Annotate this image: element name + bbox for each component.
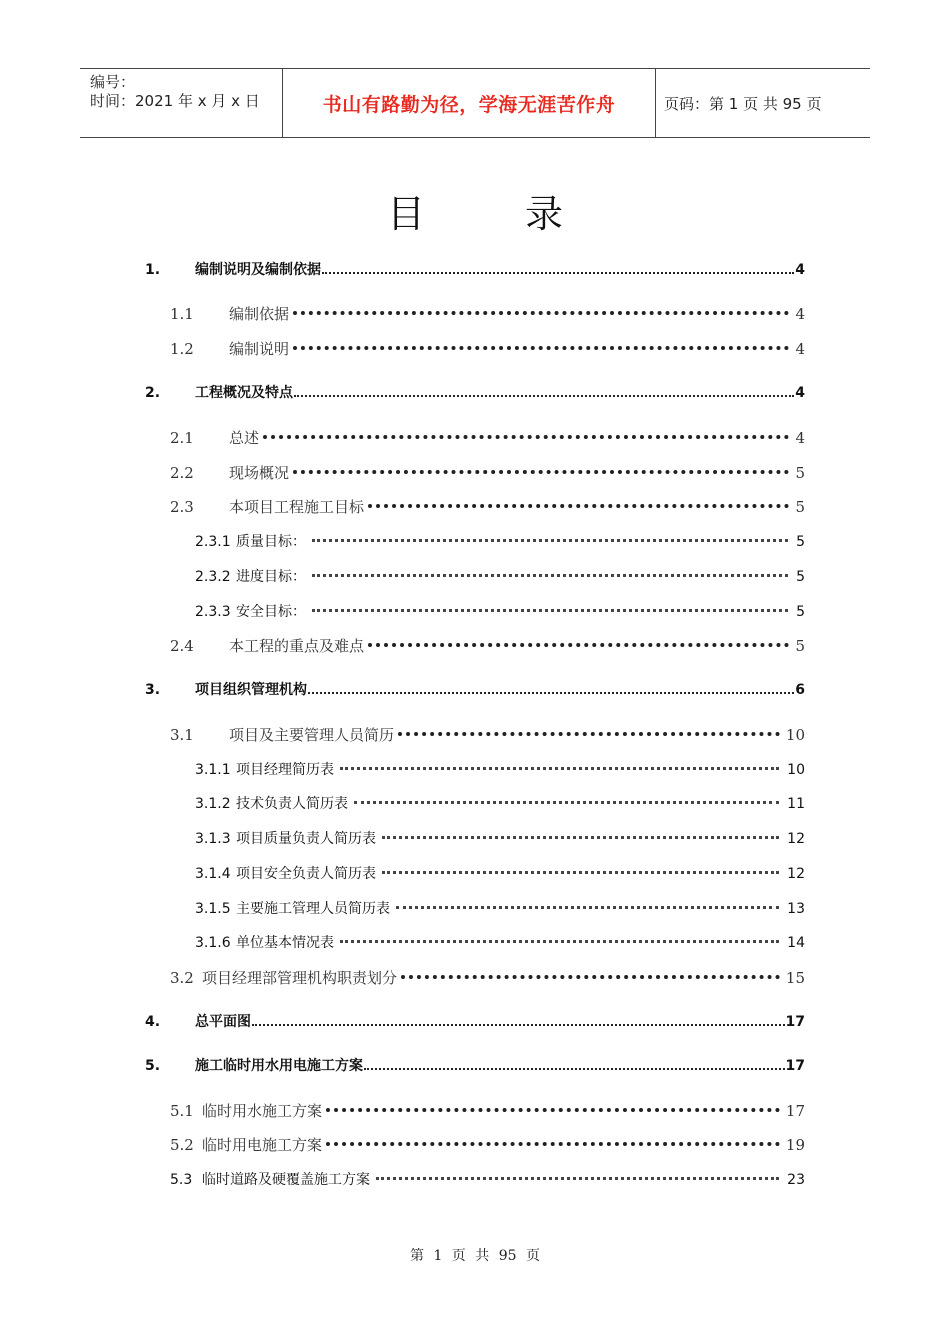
toc-dot-leader xyxy=(252,1014,785,1026)
toc-entry-number: 3.1.5 xyxy=(195,901,231,917)
toc-entry-title: 项目安全负责人简历表 xyxy=(236,866,376,882)
toc-entry-title: 进度目标： xyxy=(236,569,306,585)
toc-dot-leader xyxy=(340,930,779,943)
toc-entry[interactable] xyxy=(0,426,950,450)
toc-entry[interactable] xyxy=(0,931,950,955)
toc-entry[interactable] xyxy=(0,337,950,361)
toc-entry-number: 2.4 xyxy=(170,637,194,655)
toc-entry-number: 2.3.3 xyxy=(195,604,231,620)
toc-entry-number: 5.1 xyxy=(170,1102,194,1120)
toc-entry-title: 项目经理简历表 xyxy=(236,762,334,778)
toc-entry-page: 15 xyxy=(785,969,805,987)
toc-entry-number: 2.3 xyxy=(170,498,194,516)
toc-dot-leader xyxy=(376,1167,779,1180)
toc-entry-title: 项目及主要管理人员简历 xyxy=(229,726,395,744)
toc-dot-leader xyxy=(293,460,789,474)
toc-entry-title: 本工程的重点及难点 xyxy=(229,637,365,655)
toc-entry-number: 3.1.2 xyxy=(195,796,231,812)
toc-entry-page: 5 xyxy=(795,637,805,655)
toc-dot-leader xyxy=(294,385,794,397)
toc-entry-page: 12 xyxy=(787,831,805,847)
header-page-info: 页码：第 1 页 共 95 页 xyxy=(664,95,822,113)
toc-entry[interactable] xyxy=(0,530,950,554)
toc-entry[interactable] xyxy=(0,600,950,624)
toc-entry[interactable] xyxy=(0,1054,950,1078)
toc-dot-leader xyxy=(382,861,779,874)
page-footer: 第 1 页 共 95 页 xyxy=(410,1248,540,1264)
toc-entry-page: 5 xyxy=(796,534,805,550)
toc-entry-number: 3.1 xyxy=(170,726,194,744)
toc-entry[interactable] xyxy=(0,565,950,589)
toc-dot-leader xyxy=(263,425,789,439)
number-label: 编号： xyxy=(90,73,136,91)
toc-entry-page: 13 xyxy=(787,901,805,917)
toc-entry-title: 主要施工管理人员简历表 xyxy=(236,901,390,917)
toc-entry-page: 11 xyxy=(787,796,805,812)
time-label: 时间：2021 年 x 月 x 日 xyxy=(90,92,260,110)
toc-dot-leader xyxy=(401,965,780,979)
toc-dot-leader xyxy=(396,896,779,909)
toc-dot-leader xyxy=(368,633,789,647)
toc-entry-title: 临时用水施工方案 xyxy=(202,1102,323,1120)
toc-entry-page: 10 xyxy=(785,726,805,744)
toc-entry[interactable] xyxy=(0,723,950,747)
toc-dot-leader xyxy=(293,336,789,350)
toc-entry-title: 单位基本情况表 xyxy=(236,935,334,951)
toc-entry-title: 安全目标： xyxy=(236,604,306,620)
toc-entry-number: 3. xyxy=(145,682,161,698)
toc-entry-page: 4 xyxy=(795,262,805,278)
toc-entry-page: 19 xyxy=(785,1136,805,1154)
toc-entry-title: 质量目标： xyxy=(236,534,306,550)
toc-entry-title: 总述 xyxy=(229,429,260,447)
header-meta xyxy=(90,73,280,111)
toc-entry-page: 6 xyxy=(795,682,805,698)
toc-entry[interactable] xyxy=(0,758,950,782)
toc-dot-leader xyxy=(308,682,794,694)
toc-entry-title: 项目组织管理机构 xyxy=(195,682,307,698)
toc-entry-number: 3.2 xyxy=(170,969,194,987)
toc-entry-number: 5. xyxy=(145,1058,161,1074)
toc-dot-leader xyxy=(312,564,788,577)
toc-entry-page: 12 xyxy=(787,866,805,882)
toc-entry[interactable] xyxy=(0,258,950,282)
toc-entry-page: 17 xyxy=(785,1014,805,1030)
toc-entry[interactable] xyxy=(0,461,950,485)
toc-entry-number: 3.1.3 xyxy=(195,831,231,847)
toc-dot-leader xyxy=(340,757,779,770)
page-header xyxy=(80,68,870,138)
toc-entry-page: 17 xyxy=(785,1102,805,1120)
toc-entry-number: 2.1 xyxy=(170,429,194,447)
toc-entry-number: 2.2 xyxy=(170,464,194,482)
toc-entry-title: 编制依据 xyxy=(229,305,290,323)
toc-entry[interactable] xyxy=(0,1099,950,1123)
toc-entry-page: 5 xyxy=(795,464,805,482)
toc-entry-page: 23 xyxy=(787,1172,805,1188)
toc-entry-number: 3.1.1 xyxy=(195,762,231,778)
toc-entry-page: 14 xyxy=(787,935,805,951)
toc-dot-leader xyxy=(382,826,779,839)
toc-entry-number: 2.3.2 xyxy=(195,569,231,585)
toc-entry[interactable] xyxy=(0,381,950,405)
toc-entry-number: 3.1.4 xyxy=(195,866,231,882)
toc-entry-number: 1.1 xyxy=(170,305,194,323)
toc-entry[interactable] xyxy=(0,966,950,990)
toc-entry[interactable] xyxy=(0,792,950,816)
toc-entry-title: 现场概况 xyxy=(229,464,290,482)
toc-entry-number: 2.3.1 xyxy=(195,534,231,550)
toc-entry-number: 5.2 xyxy=(170,1136,194,1154)
toc-entry-title: 项目经理部管理机构职责划分 xyxy=(202,969,398,987)
toc-entry-title: 施工临时用水用电施工方案 xyxy=(195,1058,363,1074)
toc-entry-title: 编制说明及编制依据 xyxy=(195,262,321,278)
toc-dot-leader xyxy=(312,529,788,542)
toc-entry-title: 工程概况及特点 xyxy=(195,385,293,401)
toc-entry-page: 17 xyxy=(785,1058,805,1074)
toc-dot-leader xyxy=(312,599,788,612)
toc-entry-page: 4 xyxy=(795,305,805,323)
toc-entry-page: 5 xyxy=(796,569,805,585)
toc-entry[interactable] xyxy=(0,827,950,851)
toc-dot-leader xyxy=(293,301,789,315)
toc-entry-title: 技术负责人简历表 xyxy=(236,796,348,812)
toc-dot-leader xyxy=(354,791,779,804)
toc-entry-page: 4 xyxy=(795,385,805,401)
toc-entry-title: 编制说明 xyxy=(229,340,290,358)
toc-entry[interactable] xyxy=(0,1133,950,1157)
toc-entry[interactable] xyxy=(0,897,950,921)
toc-dot-leader xyxy=(322,262,794,274)
toc-entry-number: 3.1.6 xyxy=(195,935,231,951)
toc-entry-page: 5 xyxy=(796,604,805,620)
toc-entry[interactable] xyxy=(0,1010,950,1034)
toc-dot-leader xyxy=(398,722,780,736)
toc-dot-leader xyxy=(326,1098,780,1112)
page-title: 目录 xyxy=(386,192,663,236)
toc-entry-title: 项目质量负责人简历表 xyxy=(236,831,376,847)
toc-entry[interactable] xyxy=(0,678,950,702)
toc-entry[interactable] xyxy=(0,495,950,519)
toc-entry-page: 4 xyxy=(795,429,805,447)
toc-entry-title: 总平面图 xyxy=(195,1014,251,1030)
toc-entry-page: 4 xyxy=(795,340,805,358)
toc-entry[interactable] xyxy=(0,1168,950,1192)
toc-entry-title: 临时用电施工方案 xyxy=(202,1136,323,1154)
toc-dot-leader xyxy=(364,1058,785,1070)
toc-entry-number: 2. xyxy=(145,385,161,401)
toc-entry-number: 5.3 xyxy=(170,1172,193,1188)
toc-dot-leader xyxy=(368,494,789,508)
header-motto: 书山有路勤为径，学海无涯苦作舟 xyxy=(282,69,656,137)
toc-entry-number: 1.2 xyxy=(170,340,194,358)
toc-entry-number: 1. xyxy=(145,262,161,278)
toc-entry[interactable] xyxy=(0,634,950,658)
toc-entry-page: 5 xyxy=(795,498,805,516)
toc-entry-number: 4. xyxy=(145,1014,161,1030)
toc-entry[interactable] xyxy=(0,302,950,326)
toc-dot-leader xyxy=(326,1132,780,1146)
toc-entry[interactable] xyxy=(0,862,950,886)
toc-entry-title: 本项目工程施工目标 xyxy=(229,498,365,516)
toc-entry-page: 10 xyxy=(787,762,805,778)
toc-entry-title: 临时道路及硬覆盖施工方案 xyxy=(202,1172,370,1188)
